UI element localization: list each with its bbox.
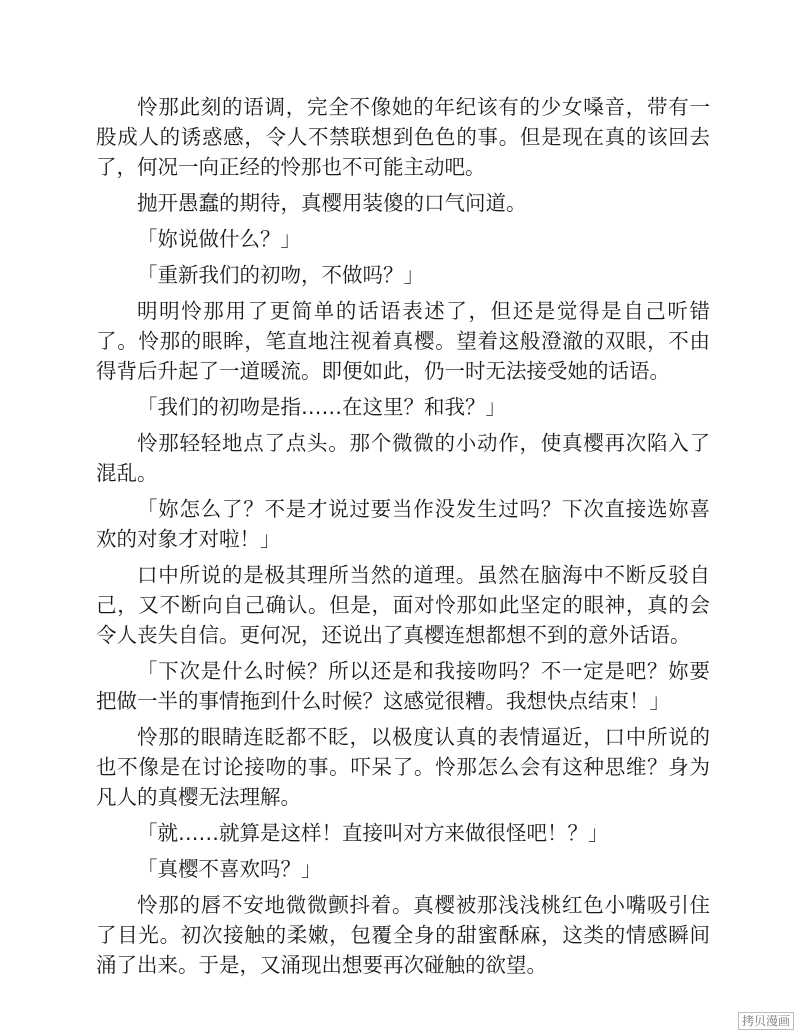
paragraph-12: 「就……就算是这样！直接叫对方来做很怪吧！？」 <box>137 821 609 845</box>
paragraph-7: 怜那轻轻地点了点头。那个微微的小动作，使真樱再次陷入了混乱。 <box>96 431 710 485</box>
paragraph-8: 「妳怎么了？不是才说过要当作没发生过吗？下次直接选妳喜欢的对象才对啦！」 <box>96 497 710 551</box>
paragraph-13: 「真樱不喜欢吗？」 <box>137 857 322 881</box>
paragraph-5: 明明怜那用了更简单的话语表述了，但还是觉得是自己听错了。怜那的眼眸，笔直地注视着真樱。望着这般澄澈的双眼，不由得背后升起了一道暖流。即便如此，仍一时无法接受她的话语。 <box>96 299 710 383</box>
paragraph-14: 怜那的唇不安地微微颤抖着。真樱被那浅浅桃红色小嘴吸引住了目光。初次接触的柔嫩，包覆全身的甜蜜酥麻，这类的情感瞬间涌了出来。于是，又涌现出想要再次碰触的欲望。 <box>96 893 710 977</box>
paragraph-2: 抛开愚蠢的期待，真樱用装傻的口气问道。 <box>137 191 527 215</box>
paragraph-10: 「下次是什么时候？所以还是和我接吻吗？不一定是吧？妳要把做一半的事情拖到什么时候？这感觉很糟。我想快点结束！」 <box>96 659 710 713</box>
watermark: 拷贝漫画 <box>738 1012 794 1030</box>
paragraph-3: 「妳说做什么？」 <box>137 227 301 251</box>
paragraph-9: 口中所说的是极其理所当然的道理。虽然在脑海中不断反驳自己，又不断向自己确认。但是，面对怜那如此坚定的眼神，真的会令人丧失自信。更何况，还说出了真樱连想都想不到的意外话语。 <box>96 563 710 647</box>
text-body <box>96 92 710 986</box>
paragraph-1: 怜那此刻的语调，完全不像她的年纪该有的少女嗓音，带有一股成人的诱惑感，令人不禁联想到色色的事。但是现在真的该回去了，何况一向正经的怜那也不可能主动吧。 <box>96 95 710 179</box>
paragraph-11: 怜那的眼睛连眨都不眨，以极度认真的表情逼近，口中所说的也不像是在讨论接吻的事。吓呆了。怜那怎么会有这种思维？身为凡人的真樱无法理解。 <box>96 725 710 809</box>
paragraph-6: 「我们的初吻是指……在这里？和我？」 <box>137 395 506 419</box>
paragraph-4: 「重新我们的初吻，不做吗？」 <box>137 263 424 287</box>
